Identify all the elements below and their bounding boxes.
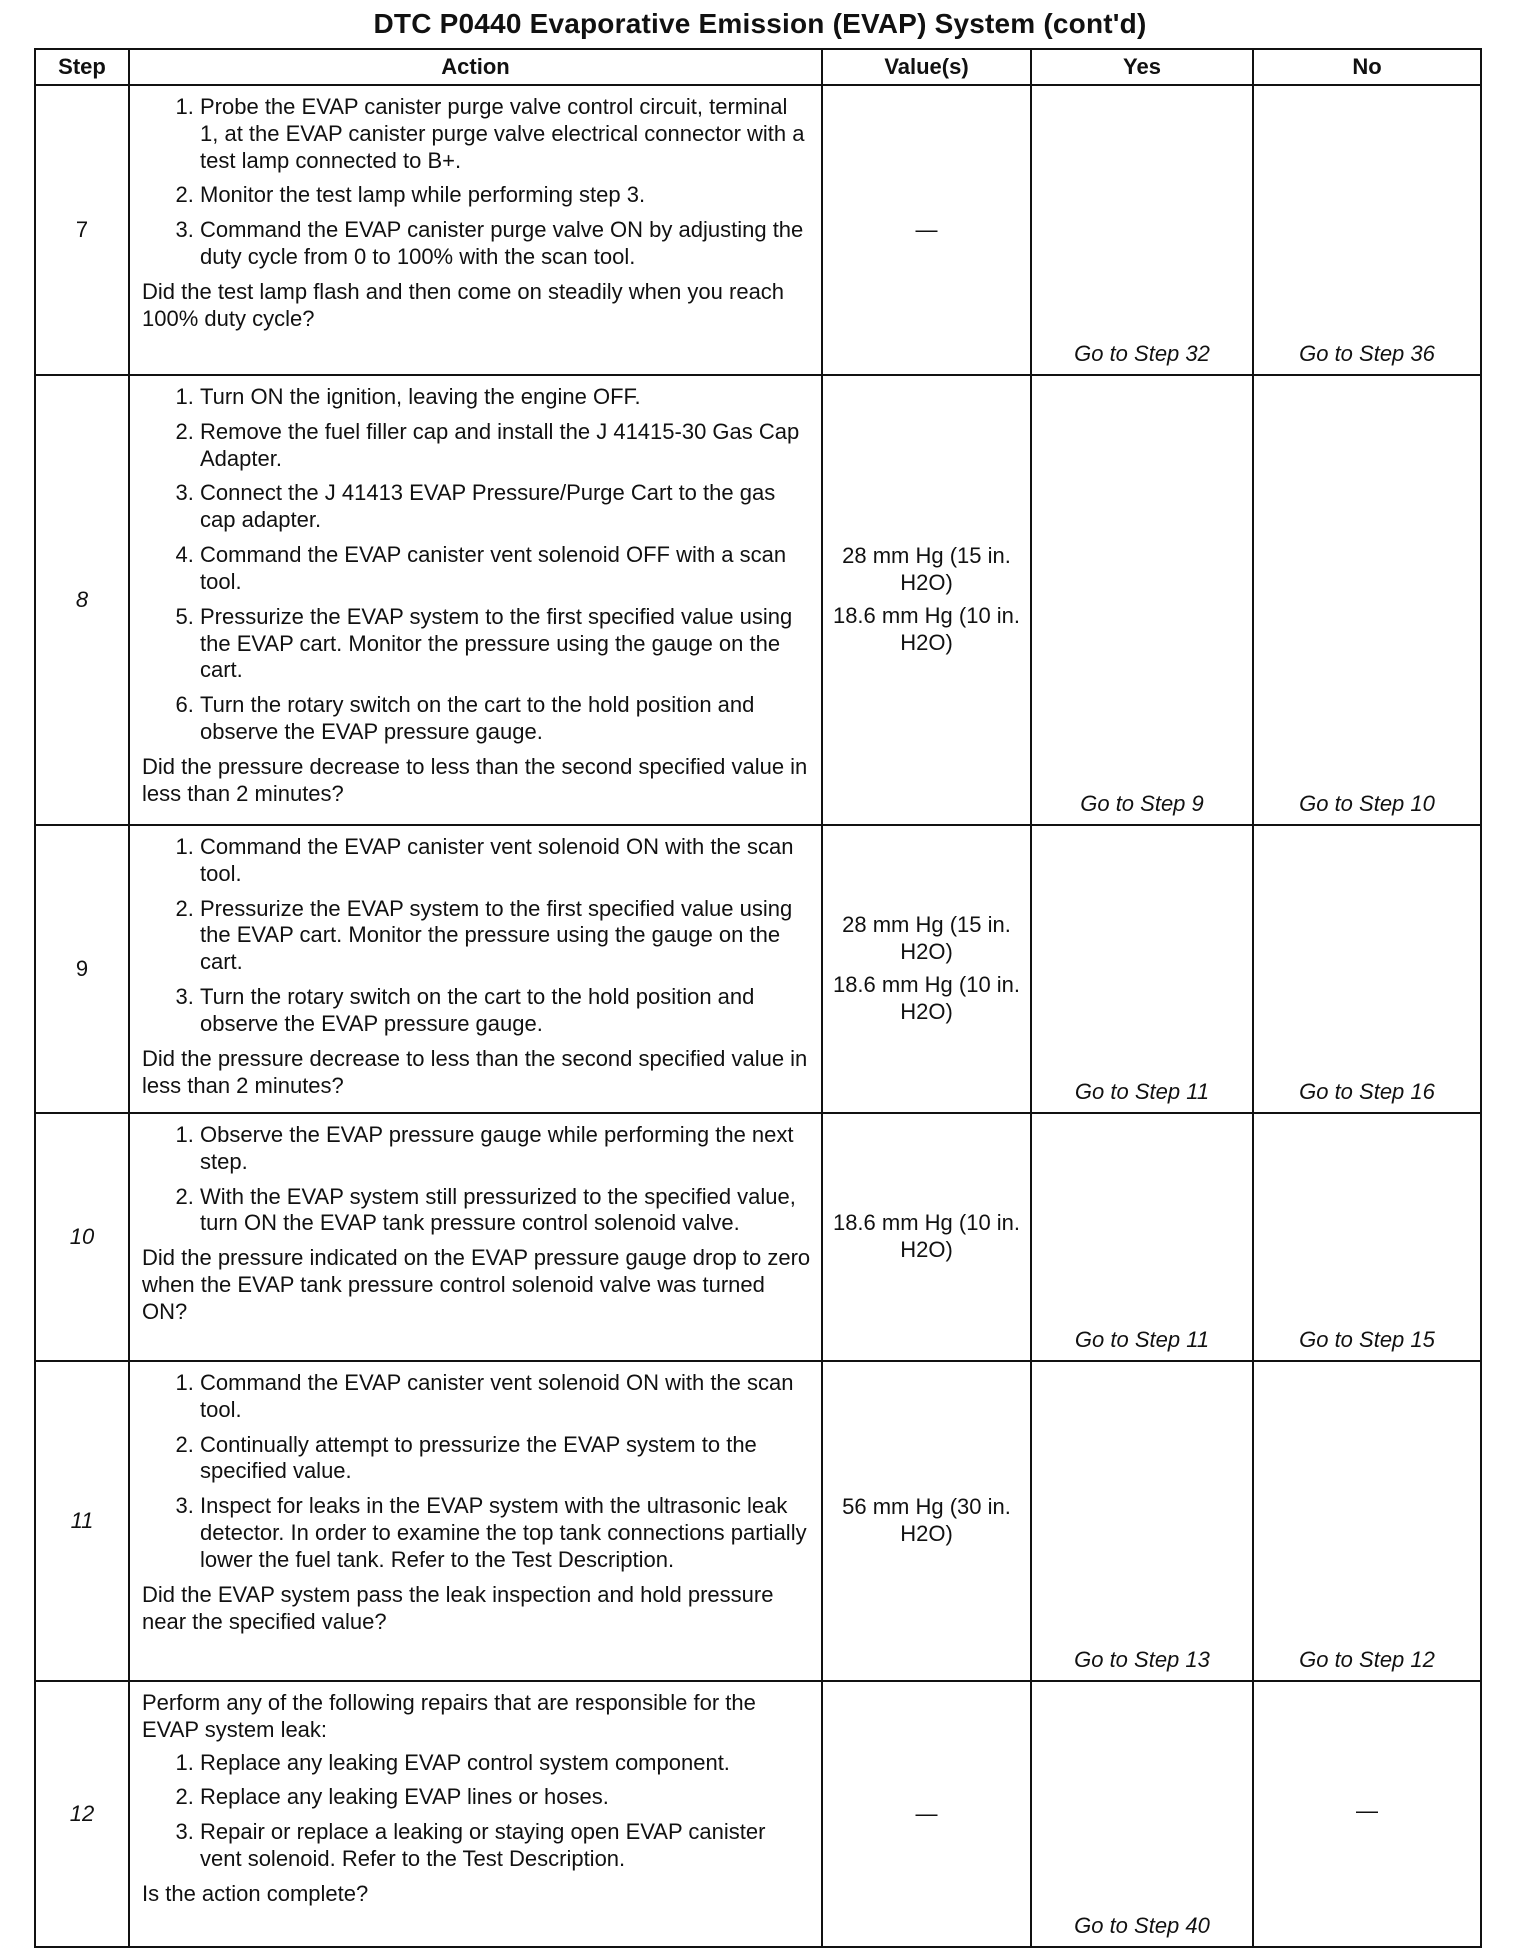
action-step: 1. Probe the EVAP canister purge valve control circuit, terminal 1, at the EVAP canister purge valve electrical connector with a test lamp connected to B+. [200,94,811,174]
no-goto: — [1253,1681,1481,1947]
page-title: DTC P0440 Evaporative Emission (EVAP) System (cont'd) [373,8,1147,39]
action-step: 4. Command the EVAP canister vent solenoid OFF with a scan tool. [200,542,811,596]
action-step: 1. Turn ON the ignition, leaving the engine OFF. [200,384,811,411]
yes-goto: Go to Step 11 [1031,1113,1253,1361]
action-steps [142,1122,811,1237]
action-step: 3. Turn the rotary switch on the cart to the hold position and observe the EVAP pressure gauge. [200,984,811,1038]
action-step: 3. Command the EVAP canister purge valve ON by adjusting the duty cycle from 0 to 100% with the scan tool. [200,217,811,271]
no-goto: Go to Step 36 [1253,85,1481,375]
yes-goto: Go to Step 13 [1031,1361,1253,1681]
action-step: 3. Repair or replace a leaking or staying open EVAP canister vent solenoid. Refer to the Test Description. [200,1819,811,1873]
table-row [35,85,1481,375]
diagnostic-table [34,48,1482,1948]
header-values: Value(s) [822,49,1031,85]
value-text: 18.6 mm Hg (10 in. H2O) [832,1210,1021,1262]
action-steps [142,1370,811,1574]
action-question: Did the pressure decrease to less than the second specified value in less than 2 minutes? [142,1045,808,1098]
action-step: 2. Continually attempt to pressurize the EVAP system to the specified value. [200,1432,811,1486]
action-step: 2. With the EVAP system still pressurized to the specified value, turn ON the EVAP tank pressure control solenoid valve. [200,1184,811,1238]
action-step: 3. Inspect for leaks in the EVAP system with the ultrasonic leak detector. In order to examine the top tank connections partially lower the fuel tank. Refer to the Test Description. [200,1493,811,1573]
action-step: 2. Replace any leaking EVAP lines or hoses. [200,1784,811,1811]
value-text: 28 mm Hg (15 in. H2O) [842,543,1011,596]
step-number: 10 [35,1113,129,1361]
header-yes: Yes [1031,49,1253,85]
action-steps [142,384,811,746]
action-cell [129,85,822,375]
no-goto: Go to Step 12 [1253,1361,1481,1681]
header-action: Action [129,49,822,85]
action-step: 2. Monitor the test lamp while performing step 3. [200,182,811,209]
table-row [35,1113,1481,1361]
step-number: 8 [35,375,129,825]
action-step: 2. Remove the fuel filler cap and install the J 41415-30 Gas Cap Adapter. [200,419,811,473]
action-step: 1. Replace any leaking EVAP control system component. [200,1750,811,1777]
action-steps [142,1750,811,1873]
values-cell [822,85,1031,375]
table-row [35,825,1481,1113]
value-text: 18.6 mm Hg (10 in. H2O) [832,603,1021,655]
value-text: 56 mm Hg (30 in. H2O) [842,1494,1011,1546]
yes-goto: Go to Step 9 [1031,375,1253,825]
action-cell [129,1361,822,1681]
action-steps [142,834,811,1038]
action-step: 5. Pressurize the EVAP system to the first specified value using the EVAP cart. Monitor the pressure using the gauge on the cart. [200,604,811,684]
action-step: 1. Command the EVAP canister vent solenoid ON with the scan tool. [200,1370,811,1424]
header-no: No [1253,49,1481,85]
value-text: 18.6 mm Hg (10 in. H2O) [832,972,1021,1024]
action-question: Did the test lamp flash and then come on steadily when you reach 100% duty cycle? [142,278,785,331]
table-row [35,1361,1481,1681]
action-question: Did the pressure decrease to less than the second specified value in less than 2 minutes? [142,753,808,806]
values-cell [822,1681,1031,1947]
yes-goto: Go to Step 40 [1031,1681,1253,1947]
step-number: 9 [35,825,129,1113]
step-number: 7 [35,85,129,375]
action-question: Did the EVAP system pass the leak inspection and hold pressure near the specified value? [142,1581,774,1634]
value-text: — [915,1800,938,1826]
values-cell [822,1113,1031,1361]
step-number: 12 [35,1681,129,1947]
action-intro: Perform any of the following repairs that are responsible for the EVAP system leak: [142,1690,756,1742]
action-question: Did the pressure indicated on the EVAP pressure gauge drop to zero when the EVAP tank pressure control solenoid valve was turned ON? [142,1245,811,1324]
action-step: 6. Turn the rotary switch on the cart to the hold position and observe the EVAP pressure gauge. [200,692,811,746]
values-cell [822,1361,1031,1681]
action-steps [142,94,811,271]
action-step: 2. Pressurize the EVAP system to the first specified value using the EVAP cart. Monitor the pressure using the gauge on the cart. [200,896,811,976]
value-text: 28 mm Hg (15 in. H2O) [842,912,1011,965]
header-step: Step [35,49,129,85]
action-cell [129,1113,822,1361]
no-goto: Go to Step 15 [1253,1113,1481,1361]
action-step: 1. Command the EVAP canister vent solenoid ON with the scan tool. [200,834,811,888]
values-cell [822,375,1031,825]
no-goto: Go to Step 16 [1253,825,1481,1113]
table-row [35,1681,1481,1947]
action-cell [129,825,822,1113]
yes-goto: Go to Step 32 [1031,85,1253,375]
header-row [35,49,1481,85]
step-number: 11 [35,1361,129,1681]
action-cell [129,375,822,825]
action-step: 1. Observe the EVAP pressure gauge while performing the next step. [200,1122,811,1176]
action-question: Is the action complete? [142,1880,369,1906]
values-cell [822,825,1031,1113]
action-step: 3. Connect the J 41413 EVAP Pressure/Purge Cart to the gas cap adapter. [200,480,811,534]
value-text: — [915,216,938,242]
yes-goto: Go to Step 11 [1031,825,1253,1113]
table-row [35,375,1481,825]
action-cell [129,1681,822,1947]
no-goto: Go to Step 10 [1253,375,1481,825]
